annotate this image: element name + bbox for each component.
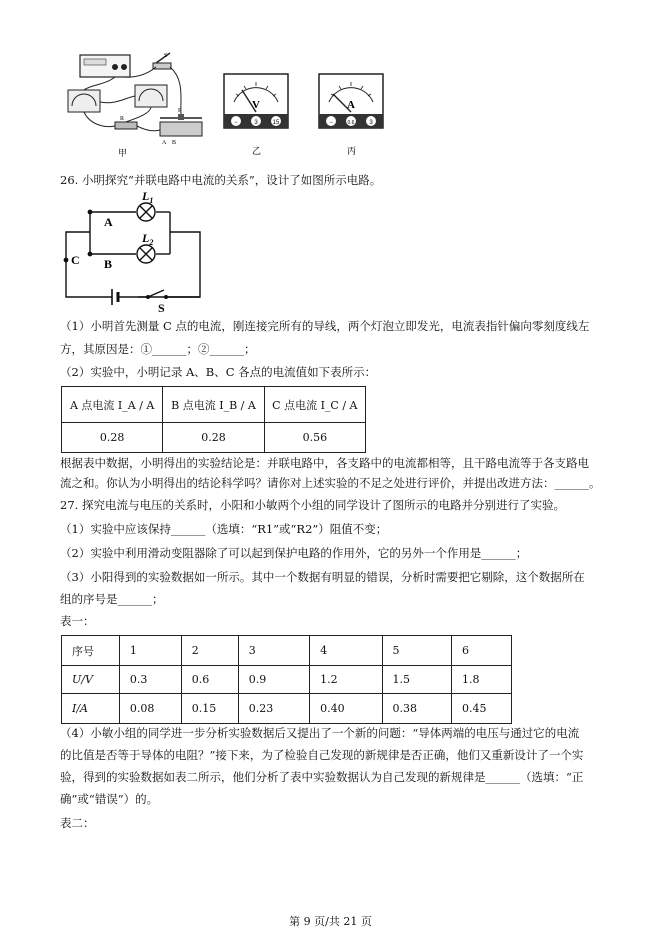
q27-data-table-1 (61, 635, 512, 724)
table-row (62, 666, 512, 694)
table-cell: 1 (119, 636, 181, 666)
table-cell: 4 (310, 636, 382, 666)
label-l1: L (142, 190, 150, 203)
table-cell: 6 (452, 636, 512, 666)
table-header-a: A 点电流 I_A / A (62, 387, 163, 423)
q26-conclusion-line2: 流之和。你认为小明得出的结论科学吗？请你对上述实验的不足之处进行评价，并提出改进方法：______。 (60, 476, 601, 490)
table-cell: 1.5 (382, 666, 452, 694)
label-node-b: B (104, 257, 113, 271)
rheostat-slider-letter: P (178, 108, 182, 114)
table-cell: 0.6 (181, 666, 238, 694)
q27-table1-caption: 表一： (60, 614, 95, 628)
table-cell: 0.40 (310, 694, 382, 724)
voltmeter-figure-yi (222, 72, 292, 157)
table-cell: 0.9 (238, 666, 309, 694)
figure-caption-jia: 甲 (118, 148, 128, 158)
svg-text:L1 (141, 190, 153, 205)
q26-conclusion-line1: 根据表中数据，小明得出的实验结论是：并联电路中，各支路中的电流都相等，且干路电流等于各支路电 (60, 456, 589, 470)
table-row-head: 序号 (62, 636, 120, 666)
label-l2: L (142, 231, 150, 245)
q26-part1-line2: 方，其原因是：①______；②______； (60, 342, 256, 356)
parallel-circuit-diagram (60, 190, 210, 315)
q26-current-table (61, 386, 366, 453)
label-l1-sub: 1 (149, 196, 154, 205)
table-row (62, 694, 512, 724)
svg-text:L2 (141, 231, 153, 247)
ammeter-terminal-0-6: 0.6 (347, 120, 355, 126)
switch-letter: S (164, 53, 168, 59)
rheostat-a-letter: A (162, 140, 167, 146)
table-header-b: B 点电流 I_B / A (163, 387, 264, 423)
table-cell: 0.45 (452, 694, 512, 724)
ammeter-figure-bing (317, 72, 387, 157)
table-cell: 0.15 (181, 694, 238, 724)
q27-table2-caption: 表二： (60, 816, 95, 830)
resistor-letter: R (120, 116, 125, 122)
q27-part4-line2: 的比值是否等于导体的电阻？”接下来，为了检验自己发现的新规律是否正确，他们又重新设计了一个实 (60, 748, 584, 762)
q27-part4-line4: 确”或“错误”）的。 (60, 792, 159, 806)
figure-caption-bing: 丙 (347, 146, 357, 156)
q26-part1-line1: （1）小明首先测量 C 点的电流，刚连接完所有的导线，两个灯泡立即发光，电流表指针偏向零刻度线左 (60, 319, 590, 333)
label-node-c: C (71, 253, 80, 267)
table-value-b: 0.28 (163, 423, 264, 453)
table-cell: 0.3 (119, 666, 181, 694)
label-switch-s: S (158, 301, 165, 315)
q27-part1: （1）实验中应该保持______（选填：“R1”或“R2”）阻值不变； (60, 522, 388, 536)
table-cell: 5 (382, 636, 452, 666)
table-cell: 1.8 (452, 666, 512, 694)
table-header-c: C 点电流 I_C / A (264, 387, 365, 423)
voltmeter-letter: V (252, 99, 260, 111)
table-cell: 0.08 (119, 694, 181, 724)
table-cell: 0.23 (238, 694, 309, 724)
label-node-a: A (104, 215, 113, 229)
label-l2-sub: 2 (149, 238, 154, 247)
q27-intro: 27. 探究电流与电压的关系时，小阳和小敏两个小组的同学设计了图所示的电路并分别进行了实验。 (60, 498, 565, 512)
apparatus-figure-jia (60, 50, 210, 160)
table-value-a: 0.28 (62, 423, 163, 453)
table-cell: 0.38 (382, 694, 452, 724)
table-row-head: I/A (62, 694, 120, 724)
ammeter-terminal-negative: − (329, 120, 333, 126)
figure-caption-yi: 乙 (252, 146, 262, 156)
table-value-c: 0.56 (264, 423, 365, 453)
voltmeter-terminal-15: 15 (272, 120, 280, 126)
q27-part4-line1: （4）小敏小组的同学进一步分析实验数据后又提出了一个新的问题：“导体两端的电压与通过它的电流 (60, 726, 580, 740)
q27-part2: （2）实验中利用滑动变阻器除了可以起到保护电路的作用外，它的另外一个作用是______； (60, 546, 528, 560)
q27-part3-line1: （3）小阳得到的实验数据如一所示。其中一个数据有明显的错误，分析时需要把它剔除，这个数据所在 (60, 570, 585, 584)
table-row-head: U/V (62, 666, 120, 694)
voltmeter-terminal-3: 3 (254, 120, 258, 126)
table-cell: 1.2 (310, 666, 382, 694)
ammeter-terminal-3: 3 (369, 120, 373, 126)
table-cell: 2 (181, 636, 238, 666)
q26-intro: 26. 小明探究“并联电路中电流的关系”，设计了如图所示电路。 (60, 173, 382, 187)
page-number-footer: 第 9 页/共 21 页 (289, 915, 372, 928)
rheostat-b-letter: B (172, 140, 177, 146)
ammeter-letter: A (347, 99, 355, 111)
table-row (62, 636, 512, 666)
voltmeter-terminal-negative: − (234, 120, 238, 126)
q26-part2: （2）实验中，小明记录 A、B、C 各点的电流值如下表所示： (60, 365, 377, 379)
q27-part3-line2: 组的序号是______； (60, 592, 164, 606)
table-cell: 3 (238, 636, 309, 666)
q27-part4-line3: 验，得到的实验数据如表二所示，他们分析了表中实验数据认为自己发现的新规律是______（选填：“正 (60, 770, 584, 784)
